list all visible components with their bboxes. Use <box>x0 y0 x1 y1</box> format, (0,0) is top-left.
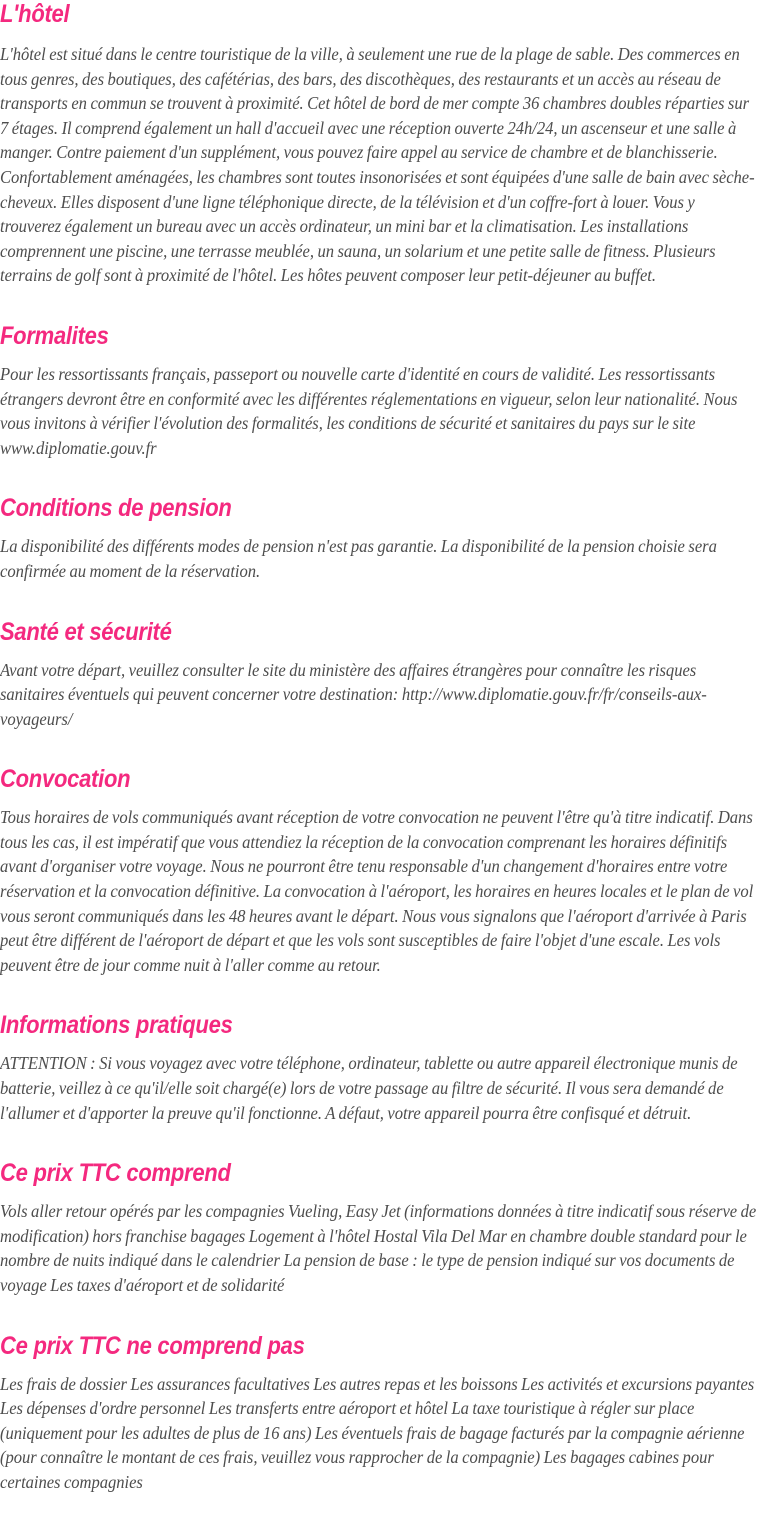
section-ce-prix-ttc-comprend <box>0 1159 758 1297</box>
section-body-convocation: Tous horaires de vols communiqués avant réception de votre convocation ne peuvent l'être qu'à titre indicatif. Dans tous les cas, il est impératif que vous attendiez la réception de la convocation comprenant les horaires définitifs avant d'organiser votre voyage. Nous ne pourront être tenu responsable d'un changement d'horaires entre votre réservation et la convocation définitive. La convocation à l'aéroport, les horaires en heures locales et le plan de vol vous seront communiqués dans les 48 heures avant le départ. Nous vous signalons que l'aéroport d'arrivée à Paris peut être différent de l'aéroport de départ et que les vols sont susceptibles de faire l'objet d'une escale. Les vols peuvent être de jour comme nuit à l'aller comme au retour. <box>0 807 754 975</box>
section-heading-sante-et-securite: Santé et sécurité <box>0 617 172 646</box>
section-informations-pratiques <box>0 1011 758 1125</box>
section-hotel <box>0 0 758 288</box>
section-convocation <box>0 765 758 977</box>
section-body-formalites: Pour les ressortissants français, passeport ou nouvelle carte d'identité en cours de validité. Les ressortissants étrangers devront être en conformité avec les différentes réglementations en vigueur, selon leur nationalité. Nous vous invitons à vérifier l'évolution des formalités, les conditions de sécurité et sanitaires du pays sur le site www.diplomatie.gouv.fr <box>0 363 738 458</box>
section-title-wrap-conditions-de-pension <box>0 494 758 524</box>
section-formalites <box>0 322 758 460</box>
section-title-wrap-formalites <box>0 322 758 352</box>
section-conditions-de-pension <box>0 494 758 583</box>
section-title-wrap-convocation <box>0 765 758 795</box>
section-body-ce-prix-ttc-ne-comprend-pas: Les frais de dossier Les assurances facultatives Les autres repas et les boissons Les activités et excursions payantes Les dépenses d'ordre personnel Les transferts entre aéroport et hôtel La taxe touristique à régler sur place (uniquement pour les adultes de plus de 16 ans) Les éventuels frais de bagage facturés par la compagnie aérienne (pour connaître le montant de ces frais, veuillez vous rapprocher de la compagnie) Les bagages cabines pour certaines compagnies <box>0 1373 755 1492</box>
section-heading-ce-prix-ttc-comprend: Ce prix TTC comprend <box>0 1159 231 1188</box>
section-heading-convocation: Convocation <box>0 765 131 794</box>
section-heading-informations-pratiques: Informations pratiques <box>0 1011 233 1040</box>
section-heading-hotel: L'hôtel <box>0 0 70 28</box>
section-heading-ce-prix-ttc-ne-comprend-pas: Ce prix TTC ne comprend pas <box>0 1331 305 1360</box>
section-heading-conditions-de-pension: Conditions de pension <box>0 494 232 523</box>
section-body-informations-pratiques: ATTENTION : Si vous voyagez avec votre téléphone, ordinateur, tablette ou autre appareil électronique munis de batterie, veillez à ce qu'il/elle soit chargé(e) lors de votre passage au filtre de sécurité. Il vous sera demandé de l'allumer et d'apporter la preuve qu'il fonctionne. A défaut, votre appareil pourra être confisqué et détruit. <box>0 1053 738 1123</box>
section-title-wrap-ce-prix-ttc-ne-comprend-pas <box>0 1332 758 1362</box>
section-body-hotel: L'hôtel est situé dans le centre touristique de la ville, à seulement une rue de la plage de sable. Des commerces en tous genres, des boutiques, des cafétérias, des bars, des discothèques, des restaurants et un accès au réseau de transports en commun se trouvent à proximité. Cet hôtel de bord de mer compte 36 chambres doubles réparties sur 7 étages. Il comprend également un hall d'accueil avec une réception ouverte 24h/24, un ascenseur et une salle à manger. Contre paiement d'un supplément, vous pouvez faire appel au service de chambre et de blanchisserie. Confortablement aménagées, les chambres sont toutes insonorisées et sont équipées d'une salle de bain avec sèche-cheveux. Elles disposent d'une ligne téléphonique directe, de la télévision et d'un coffre-fort à louer. Vous y trouverez également un bureau avec un accès ordinateur, un mini bar et la climatisation. Les installations comprennent une piscine, une terrasse meublée, un sauna, un solarium et une petite salle de fitness. Plusieurs terrains de golf sont à proximité de l'hôtel. Les hôtes peuvent composer leur petit-déjeuner au buffet. <box>0 44 755 286</box>
section-heading-formalites: Formalites <box>0 321 109 350</box>
section-body-conditions-de-pension: La disponibilité des différents modes de pension n'est pas garantie. La disponibilité de la pension choisie sera confirmée au moment de la réservation. <box>0 536 717 581</box>
section-title-wrap-hotel <box>0 0 758 30</box>
section-title-wrap-ce-prix-ttc-comprend <box>0 1159 758 1189</box>
section-ce-prix-ttc-ne-comprend-pas <box>0 1332 758 1495</box>
section-title-wrap-sante-et-securite <box>0 618 758 648</box>
section-body-ce-prix-ttc-comprend: Vols aller retour opérés par les compagnies Vueling, Easy Jet (informations données à titre indicatif sous réserve de modification) hors franchise bagages Logement à l'hôtel Hostal Vila Del Mar en chambre double standard pour le nombre de nuits indiqué dans le calendrier La pension de base : le type de pension indiqué sur vos documents de voyage Les taxes d'aéroport et de solidarité <box>0 1201 757 1295</box>
section-body-sante-et-securite: Avant votre départ, veuillez consulter le site du ministère des affaires étrangères pour connaître les risques sanitaires éventuels qui peuvent concerner votre destination: http://www.diplomatie.gouv.fr/fr/conseils-aux-voyageurs/ <box>0 659 707 729</box>
section-sante-et-securite <box>0 618 758 732</box>
section-title-wrap-informations-pratiques <box>0 1011 758 1041</box>
